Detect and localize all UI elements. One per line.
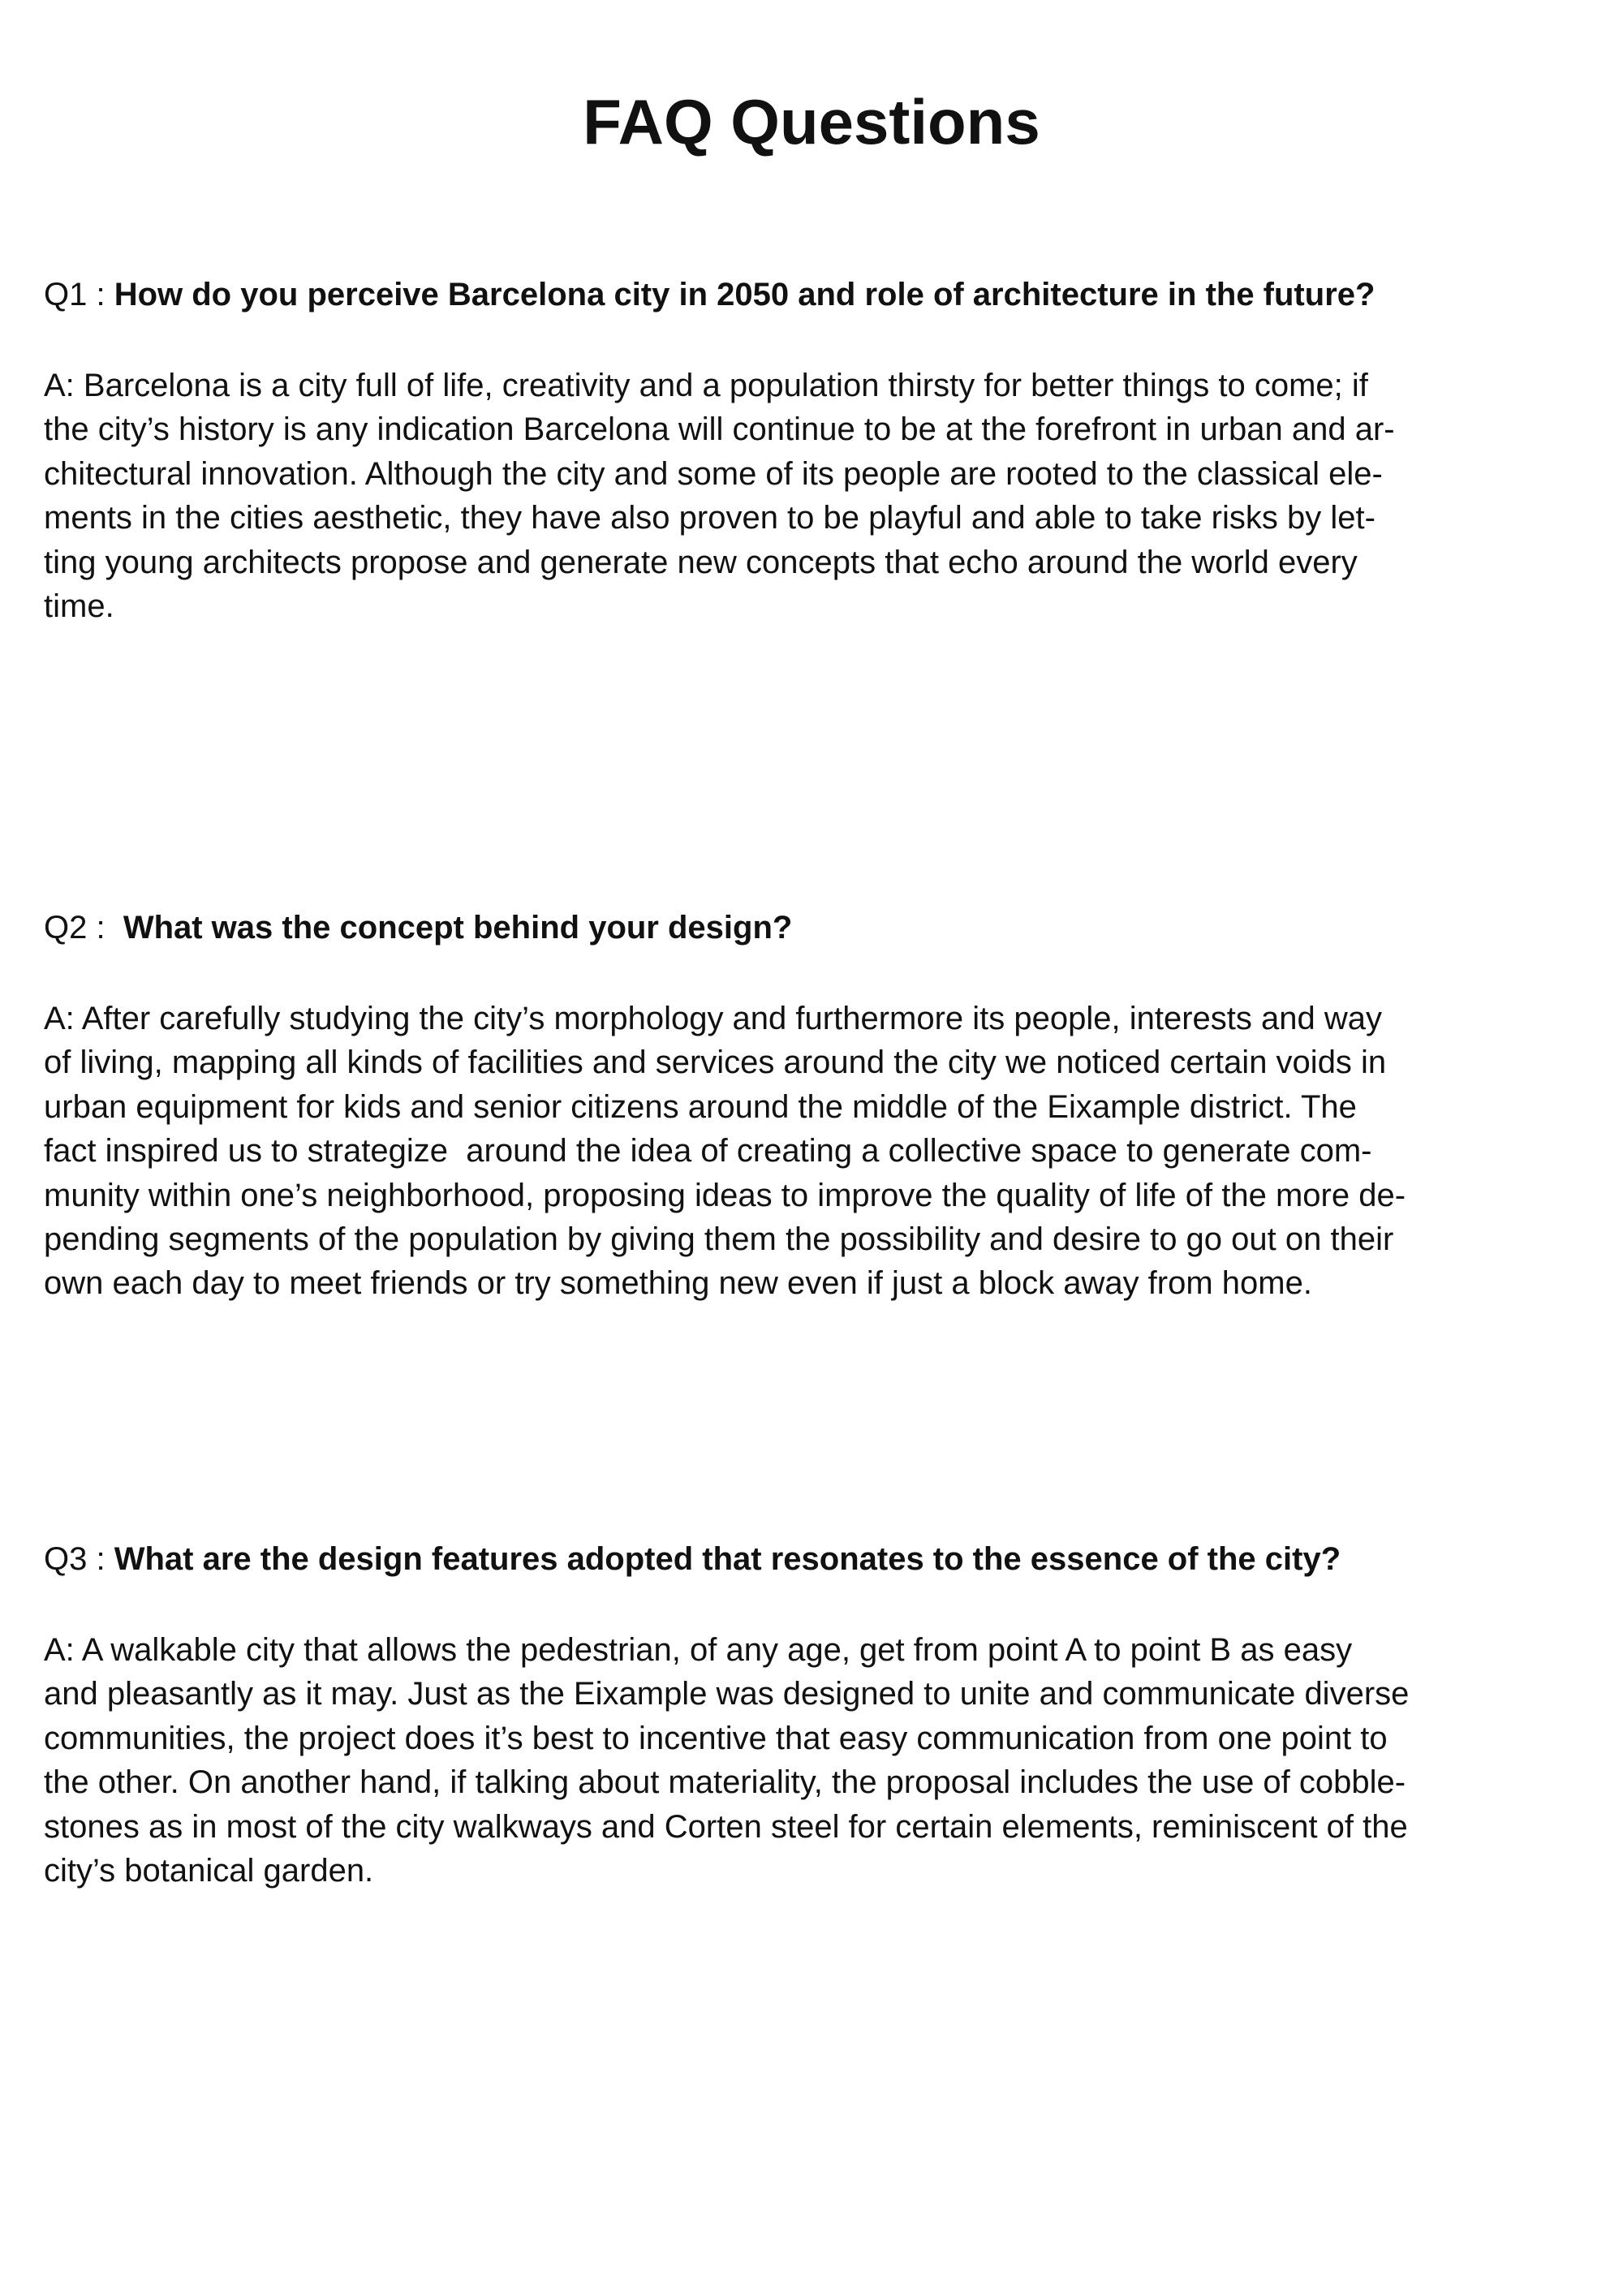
- answer-line: the other. On another hand, if talking about materiality, the proposal includes the use of cobble-: [44, 1764, 1406, 1801]
- answer-line: ments in the cities aesthetic, they have also proven to be playful and able to take risks by let-: [44, 500, 1375, 536]
- answer-line: munity within one’s neighborhood, proposing ideas to improve the quality of life of the more de-: [44, 1177, 1406, 1213]
- question-text: What was the concept behind your design?: [123, 910, 793, 946]
- answer-line: A: Barcelona is a city full of life, creativity and a population thirsty for better things to come; if: [44, 368, 1368, 403]
- answer-line: chitectural innovation. Although the city and some of its people are rooted to the classical ele-: [44, 455, 1383, 492]
- faq-question: [44, 906, 1586, 950]
- answer-line: pending segments of the population by giving them the possibility and desire to go out on their: [44, 1221, 1394, 1258]
- answer-line: urban equipment for kids and senior citizens around the middle of the Eixample district. The: [44, 1088, 1357, 1125]
- answer-line: fact inspired us to strategize around the idea of creating a collective space to generate com-: [44, 1133, 1372, 1170]
- faq-item-3: [44, 1537, 1586, 1893]
- question-text: What are the design features adopted that resonates to the essence of the city?: [114, 1541, 1341, 1577]
- faq-answer: [44, 364, 1586, 628]
- answer-line: A: After carefully studying the city’s morphology and furthermore its people, interests and way: [44, 1001, 1382, 1036]
- answer-line: stones as in most of the city walkways and Corten steel for certain elements, reminiscent of the: [44, 1808, 1408, 1845]
- faq-item-2: [44, 906, 1586, 1306]
- answer-line: own each day to meet friends or try something new even if just a block away from home.: [44, 1265, 1312, 1302]
- faq-item-1: [44, 273, 1586, 628]
- answer-line: time.: [44, 588, 114, 625]
- answer-line: and pleasantly as it may. Just as the Eixample was designed to unite and communicate diverse: [44, 1676, 1410, 1712]
- faq-question: [44, 273, 1586, 317]
- question-label: Q2 :: [44, 910, 123, 946]
- answer-line: ting young architects propose and generate new concepts that echo around the world every: [44, 544, 1358, 580]
- answer-line: of living, mapping all kinds of facilities and services around the city we noticed certain voids in: [44, 1045, 1387, 1081]
- answer-line: city’s botanical garden.: [44, 1853, 374, 1889]
- page-title: FAQ Questions: [583, 86, 1040, 157]
- faq-question: [44, 1537, 1586, 1581]
- answer-line: A: A walkable city that allows the pedestrian, of any age, get from point A to point B as easy: [44, 1632, 1353, 1668]
- answer-line: the city’s history is any indication Barcelona will continue to be at the forefront in urban and ar-: [44, 411, 1395, 448]
- question-label: Q1 :: [44, 277, 114, 312]
- question-label: Q3 :: [44, 1541, 114, 1577]
- faq-answer: [44, 1628, 1586, 1893]
- question-text: How do you perceive Barcelona city in 2050 and role of architecture in the future?: [114, 277, 1375, 312]
- faq-answer: [44, 997, 1586, 1306]
- answer-line: communities, the project does it’s best to incentive that easy communication from one point to: [44, 1720, 1388, 1756]
